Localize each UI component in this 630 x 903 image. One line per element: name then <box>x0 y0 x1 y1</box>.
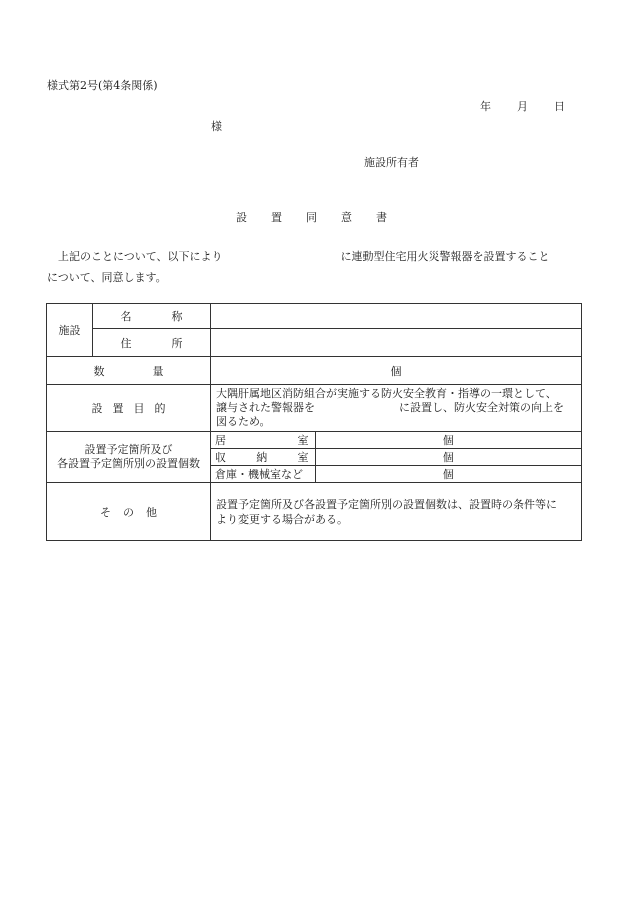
facility-name-field[interactable] <box>211 304 582 329</box>
quantity-field[interactable] <box>211 357 582 385</box>
owner-label: 施設所有者 <box>364 156 419 169</box>
other-label <box>47 483 211 541</box>
title-char: 設 <box>236 211 247 224</box>
purpose-label <box>47 385 211 432</box>
body-line1-b: に連動型住宅用火災警報器を設置すること <box>340 250 550 263</box>
other-line: より変更する場合がある。 <box>216 512 348 526</box>
location-char: 収 <box>215 451 226 464</box>
consent-body <box>47 246 582 288</box>
name-label-char: 名 <box>120 310 132 323</box>
date-day: 日 <box>554 100 565 113</box>
facility-label: 施設 <box>47 304 93 357</box>
quantity-unit: 個 <box>390 364 402 378</box>
consent-table <box>46 303 582 541</box>
address-label <box>93 329 211 357</box>
location-char: 室 <box>297 451 309 464</box>
locations-label-line: 設置予定箇所及び <box>84 443 173 456</box>
locations-label-line: 各設置予定箇所別の設置個数 <box>57 457 200 470</box>
purpose-label-char: 置 <box>112 402 124 415</box>
other-line: 設置予定箇所及び各設置予定箇所別の設置個数は、設置時の条件等に <box>216 497 557 511</box>
locations-table <box>211 432 581 482</box>
title-char: 書 <box>376 211 387 224</box>
location-living-room-count[interactable] <box>315 432 581 449</box>
location-unit: 個 <box>442 468 454 481</box>
purpose-label-char: 的 <box>154 402 166 415</box>
location-storage-room <box>211 449 315 466</box>
purpose-line: に設置し、防火安全対策の向上を <box>399 401 564 414</box>
body-line1-a: 上記のことについて、以下により <box>58 250 223 263</box>
purpose-line: 図るため。 <box>216 415 271 428</box>
date-line <box>480 101 565 112</box>
date-month: 月 <box>517 100 528 113</box>
location-storage-room-count[interactable] <box>315 449 581 466</box>
other-label-char: の <box>123 505 134 519</box>
title-char: 意 <box>341 211 352 224</box>
purpose-label-char: 設 <box>91 402 103 415</box>
title-char: 置 <box>271 211 282 224</box>
location-warehouse: 倉庫・機械室など <box>211 466 315 483</box>
name-label <box>93 304 211 329</box>
quantity-label-char: 量 <box>152 364 164 378</box>
purpose-label-char: 目 <box>133 402 145 415</box>
location-char: 室 <box>297 434 309 447</box>
body-line2: について、同意します。 <box>47 271 167 284</box>
location-warehouse-count[interactable] <box>315 466 581 483</box>
address-label-char: 住 <box>120 336 132 350</box>
document-title <box>236 212 387 223</box>
location-char: 納 <box>256 451 268 464</box>
name-label-char: 称 <box>171 310 183 323</box>
location-char: 居 <box>215 434 226 447</box>
other-text <box>211 483 582 541</box>
purpose-line: 譲与された警報器を <box>216 401 315 414</box>
location-unit: 個 <box>442 451 454 464</box>
locations-label <box>47 432 211 483</box>
other-label-char: そ <box>100 505 111 519</box>
purpose-line: 大隅肝属地区消防組合が実施する防火安全教育・指導の一環として、 <box>216 387 557 400</box>
location-unit: 個 <box>442 434 454 447</box>
title-char: 同 <box>306 211 317 224</box>
locations-cell <box>211 432 582 483</box>
address-label-char: 所 <box>171 336 183 350</box>
quantity-label <box>47 357 211 385</box>
quantity-label-char: 数 <box>93 364 105 378</box>
purpose-text <box>211 385 582 432</box>
date-year: 年 <box>480 100 491 113</box>
form-number: 様式第2号(第4条関係) <box>47 79 158 92</box>
addressee-suffix: 様 <box>211 120 222 133</box>
facility-address-field[interactable] <box>211 329 582 357</box>
other-label-char: 他 <box>146 505 157 519</box>
location-living-room <box>211 432 315 449</box>
